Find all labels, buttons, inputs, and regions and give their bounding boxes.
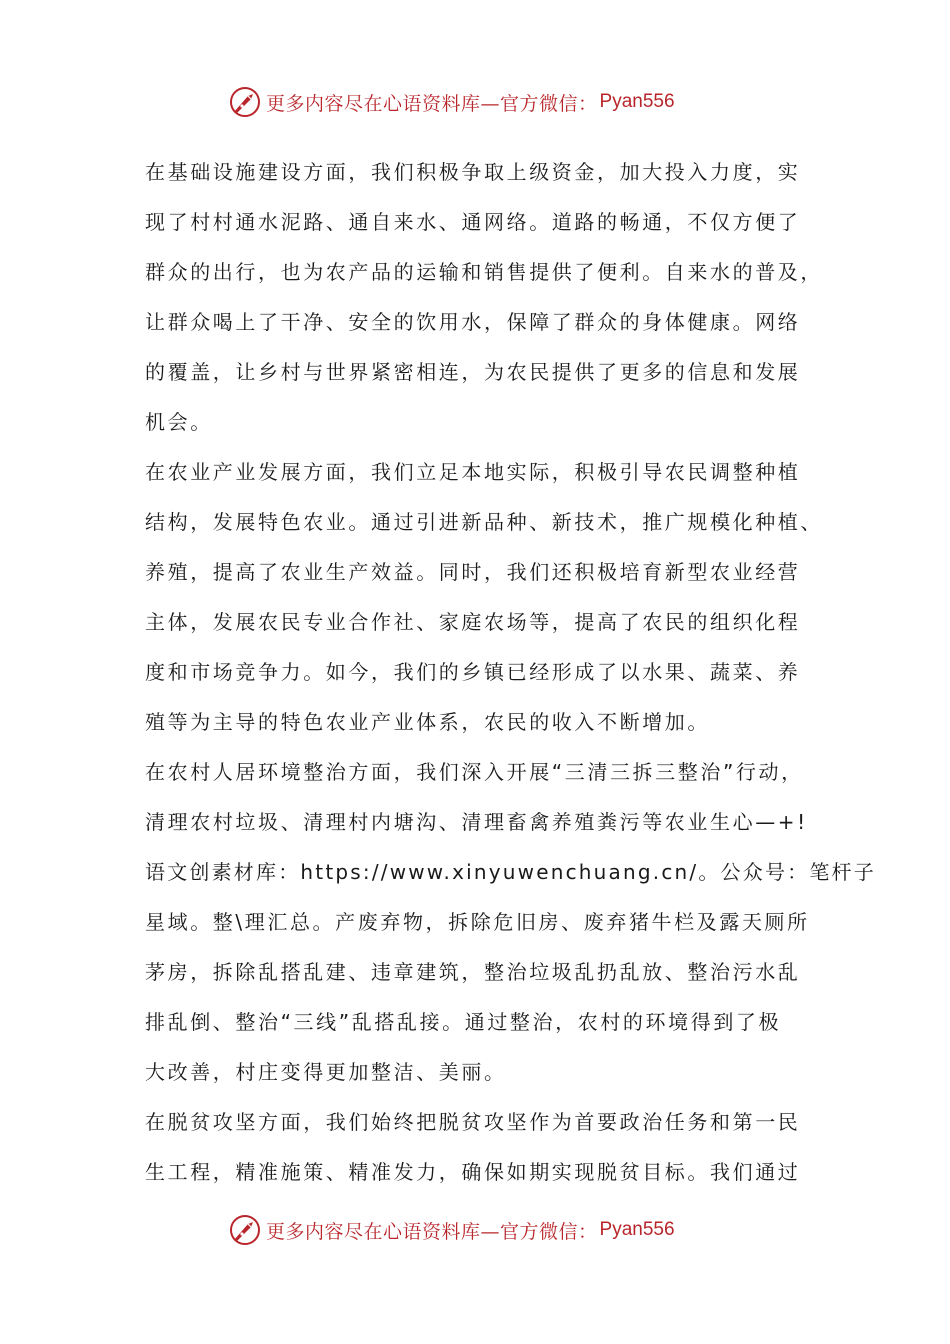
header-banner — [228, 84, 675, 120]
text-line: 茅房，拆除乱搭乱建、违章建筑，整治垃圾乱扔乱放、整治污水乱 — [145, 960, 801, 984]
footer-banner-text: 更多内容尽在心语资料库—官方微信： — [266, 1220, 598, 1243]
text-line: 在农村人居环境整治方面，我们深入开展“三清三拆三整治”行动， — [145, 760, 804, 784]
header-banner-text: 更多内容尽在心语资料库—官方微信： — [266, 92, 598, 115]
text-line: 星域。整\理汇总。产废弃物，拆除危旧房、废弃猪牛栏及露天厕所 — [145, 910, 810, 934]
text-line: 让群众喝上了干净、安全的饮用水，保障了群众的身体健康。网络 — [145, 310, 801, 334]
text-line: 在农业产业发展方面，我们立足本地实际，积极引导农民调整种植 — [145, 460, 801, 484]
text-line: 在脱贫攻坚方面，我们始终把脱贫攻坚作为首要政治任务和第一民 — [145, 1110, 801, 1134]
pen-nib-logo-icon — [228, 1213, 262, 1247]
text-line: 养殖，提高了农业生产效益。同时，我们还积极培育新型农业经营 — [145, 560, 801, 584]
text-line: 主体，发展农民专业合作社、家庭农场等，提高了农民的组织化程 — [145, 610, 801, 634]
text-line: 机会。 — [145, 410, 213, 434]
text-line: 清理农村垃圾、清理村内塘沟、清理畜禽养殖粪污等农业生心—+! — [145, 810, 808, 834]
document-body — [145, 147, 876, 1197]
pen-nib-logo-icon — [228, 85, 262, 119]
text-line: 群众的出行，也为农产品的运输和销售提供了便利。自来水的普及， — [145, 260, 823, 284]
text-line: 结构，发展特色农业。通过引进新品种、新技术，推广规模化种植、 — [145, 510, 823, 534]
text-line: 排乱倒、整治“三线”乱搭乱接。通过整治，农村的环境得到了极 — [145, 1010, 782, 1034]
header-wechat-id: Pyan556 — [599, 91, 675, 112]
text-line: 度和市场竞争力。如今，我们的乡镇已经形成了以水果、蔬菜、养 — [145, 660, 801, 684]
text-line: 在基础设施建设方面，我们积极争取上级资金，加大投入力度，实 — [145, 160, 801, 184]
text-line: 生工程，精准施策、精准发力，确保如期实现脱贫目标。我们通过 — [145, 1160, 801, 1184]
footer-wechat-id: Pyan556 — [599, 1219, 675, 1240]
text-line-url: 语文创素材库：https://www.xinyuwenchuang.cn/。公众号：笔杆子 — [145, 860, 876, 884]
text-line: 的覆盖，让乡村与世界紧密相连，为农民提供了更多的信息和发展 — [145, 360, 801, 384]
footer-banner — [228, 1212, 675, 1248]
text-line: 大改善，村庄变得更加整洁、美丽。 — [145, 1060, 507, 1084]
text-line: 现了村村通水泥路、通自来水、通网络。道路的畅通，不仅方便了 — [145, 210, 801, 234]
text-line: 殖等为主导的特色农业产业体系，农民的收入不断增加。 — [145, 710, 710, 734]
